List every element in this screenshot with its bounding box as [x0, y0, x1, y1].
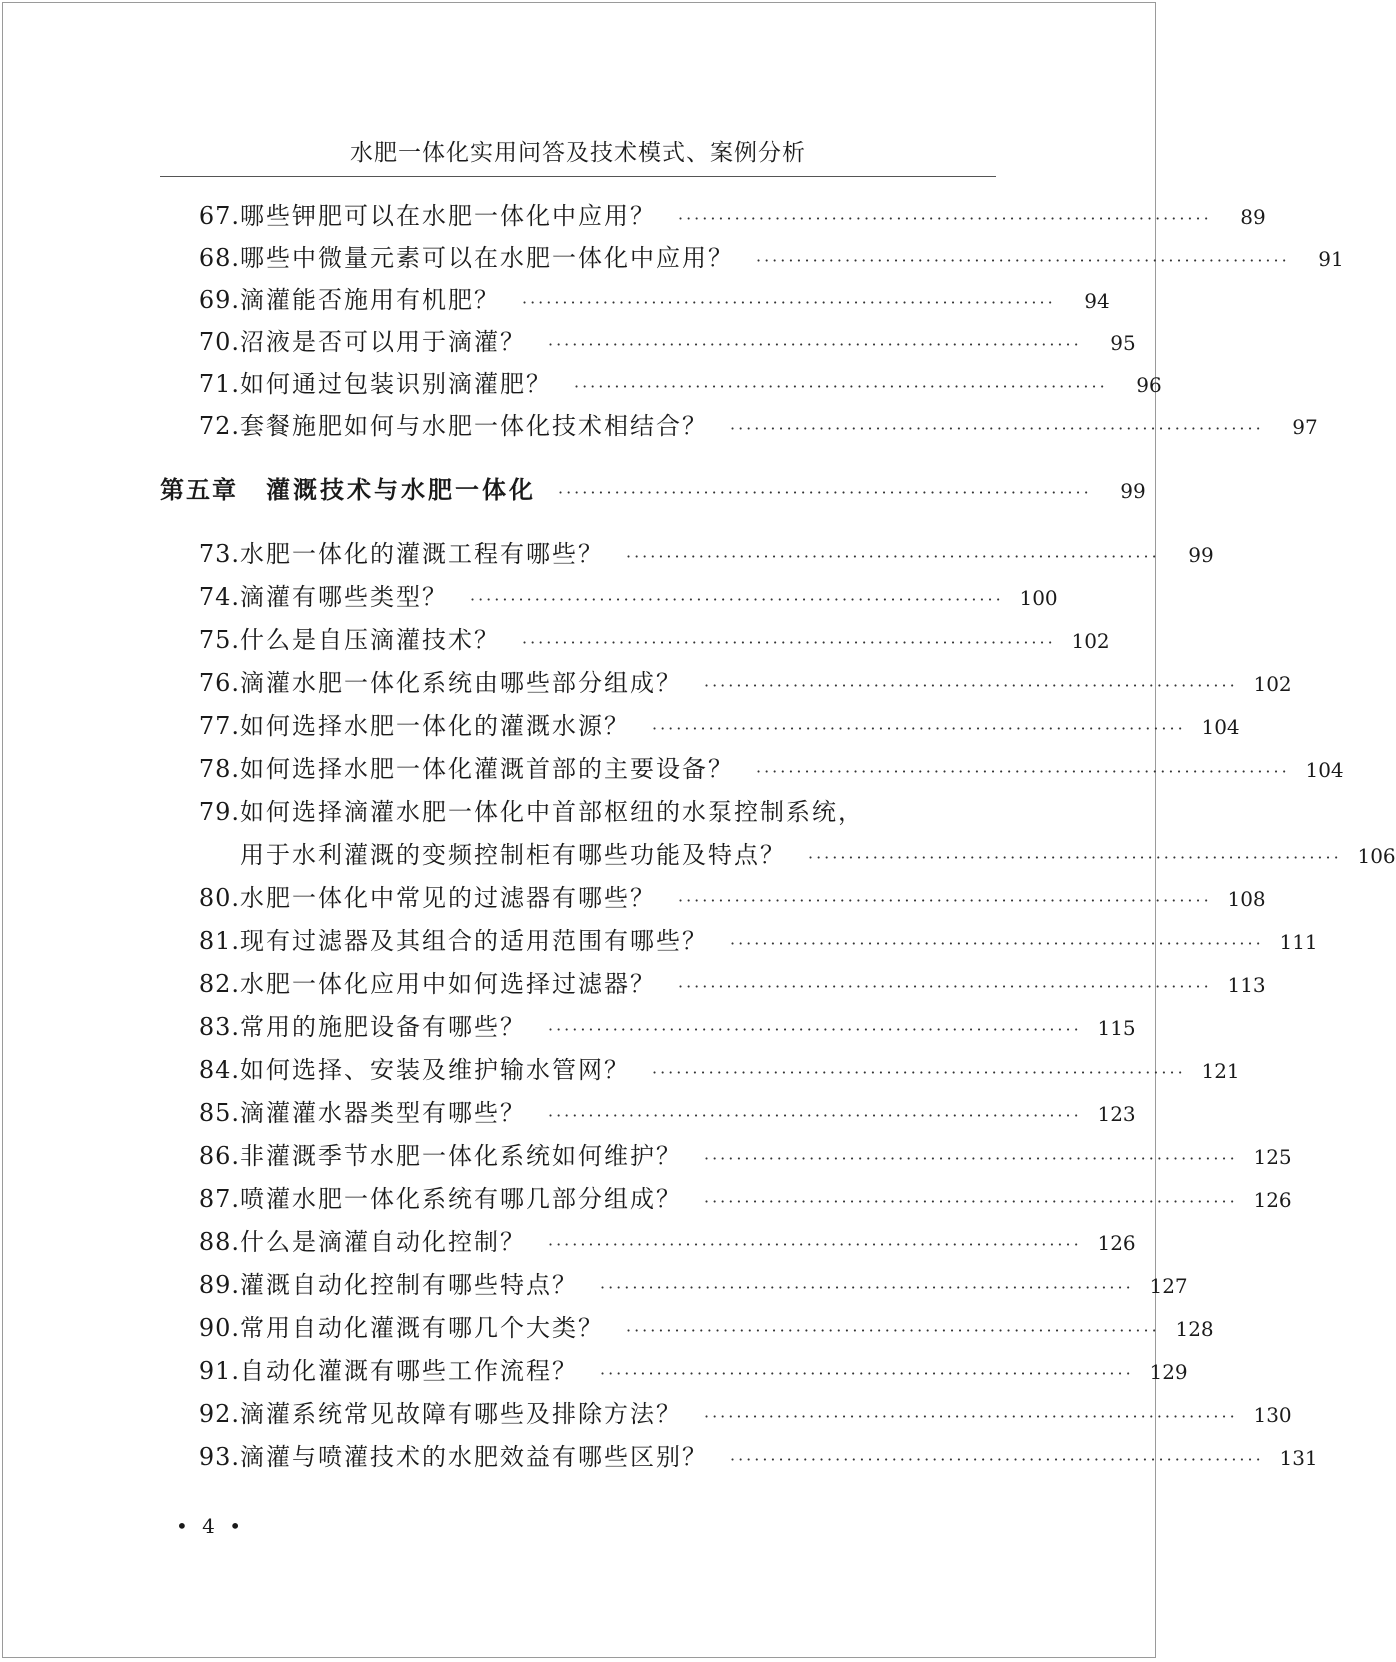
- toc-entry[interactable]: [160, 964, 1266, 1004]
- chapter-label: 第五章: [160, 475, 238, 504]
- entry-title: 什么是滴灌自动化控制？: [240, 1228, 526, 1256]
- entry-title: 如何选择滴灌水肥一体化中首部枢纽的水泵控制系统，: [240, 798, 864, 826]
- entry-number: 83.: [198, 1013, 240, 1041]
- dot-leader: ··································································: [522, 293, 1056, 312]
- entry-title: 如何选择、安装及维护输水管网？: [240, 1056, 630, 1084]
- toc-entry[interactable]: [160, 1308, 1214, 1348]
- entry-title: 沼液是否可以用于滴灌？: [240, 328, 526, 356]
- entry-number: 73.: [198, 540, 240, 568]
- entry-title: 水肥一体化中常见的过滤器有哪些？: [240, 884, 656, 912]
- entry-number: 75.: [198, 626, 240, 654]
- dot-leader: ··································································: [704, 1149, 1238, 1168]
- entry-title: 自动化灌溉有哪些工作流程？: [240, 1357, 578, 1385]
- entry-title: 水肥一体化应用中如何选择过滤器？: [240, 970, 656, 998]
- entry-title: 现有过滤器及其组合的适用范围有哪些？: [240, 927, 708, 955]
- entry-title: 滴灌有哪些类型？: [240, 583, 448, 611]
- entry-number: 89.: [198, 1271, 240, 1299]
- dot-leader: ··································································: [652, 719, 1186, 738]
- entry-page: 108: [1227, 887, 1266, 911]
- toc-entry[interactable]: [160, 1265, 1188, 1305]
- entry-page: 129: [1149, 1360, 1188, 1384]
- entry-page: 102: [1253, 672, 1292, 696]
- entry-title: 如何通过包装识别滴灌肥？: [240, 370, 552, 398]
- dot-leader: ··································································: [548, 1235, 1082, 1254]
- dot-leader: ··································································: [704, 1407, 1238, 1426]
- toc-entry[interactable]: [160, 663, 1292, 703]
- entry-number: 85.: [198, 1099, 240, 1127]
- dot-leader: ··································································: [704, 676, 1238, 695]
- toc-entry[interactable]: [160, 1222, 1136, 1262]
- entry-title: 常用自动化灌溉有哪几个大类？: [240, 1314, 604, 1342]
- dot-leader: ··································································: [558, 483, 1092, 502]
- entry-page: 97: [1292, 415, 1318, 439]
- dot-leader: ··································································: [522, 633, 1056, 652]
- entry-page: 123: [1097, 1102, 1136, 1126]
- entry-title: 常用的施肥设备有哪些？: [240, 1013, 526, 1041]
- entry-title: 灌溉自动化控制有哪些特点？: [240, 1271, 578, 1299]
- entry-page: 99: [1120, 479, 1146, 503]
- entry-page: 96: [1136, 373, 1162, 397]
- toc-entry[interactable]: [160, 706, 1240, 746]
- toc-entry[interactable]: [160, 534, 1214, 574]
- dot-leader: ··································································: [678, 891, 1212, 910]
- dot-leader: ··································································: [678, 977, 1212, 996]
- entry-number: 72.: [198, 412, 240, 440]
- entry-title: 水肥一体化的灌溉工程有哪些？: [240, 540, 604, 568]
- entry-page: 113: [1227, 973, 1266, 997]
- entry-number: 82.: [198, 970, 240, 998]
- entry-page: 106: [1357, 844, 1396, 868]
- entry-title: 非灌溉季节水肥一体化系统如何维护？: [240, 1142, 682, 1170]
- entry-number: 68.: [198, 244, 240, 272]
- dot-leader: ··································································: [548, 1020, 1082, 1039]
- entry-page: 131: [1279, 1446, 1318, 1470]
- toc-entry[interactable]: [160, 620, 1110, 660]
- entry-number: 69.: [198, 286, 240, 314]
- entry-page: 121: [1201, 1059, 1240, 1083]
- dot-leader: ··································································: [548, 335, 1082, 354]
- toc-entry[interactable]: [160, 196, 1266, 236]
- toc-entry[interactable]: [160, 1437, 1318, 1477]
- toc-entry[interactable]: [160, 1136, 1292, 1176]
- entry-page: 115: [1097, 1016, 1136, 1040]
- toc-entry[interactable]: [160, 280, 1110, 320]
- entry-title: 滴灌灌水器类型有哪些？: [240, 1099, 526, 1127]
- dot-leader: ··································································: [730, 419, 1264, 438]
- entry-title: 如何选择水肥一体化灌溉首部的主要设备？: [240, 755, 734, 783]
- entry-page: 127: [1149, 1274, 1188, 1298]
- toc-entry[interactable]: [160, 1050, 1240, 1090]
- dot-leader: ··································································: [756, 762, 1290, 781]
- entry-title: 哪些中微量元素可以在水肥一体化中应用？: [240, 244, 734, 272]
- entry-number: 88.: [198, 1228, 240, 1256]
- toc-entry[interactable]: [160, 921, 1318, 961]
- entry-page: 130: [1253, 1403, 1292, 1427]
- toc-entry[interactable]: [160, 1093, 1136, 1133]
- entry-number: 67.: [198, 202, 240, 230]
- entry-page: 89: [1240, 205, 1266, 229]
- dot-leader: ··································································: [574, 377, 1108, 396]
- entry-number: 90.: [198, 1314, 240, 1342]
- entry-title: 滴灌水肥一体化系统由哪些部分组成？: [240, 669, 682, 697]
- entry-page: 99: [1188, 543, 1214, 567]
- dot-leader: ··································································: [756, 251, 1290, 270]
- dot-leader: ··································································: [548, 1106, 1082, 1125]
- entry-title: 如何选择水肥一体化的灌溉水源？: [240, 712, 630, 740]
- entry-number: 91.: [198, 1357, 240, 1385]
- entry-number: 74.: [198, 583, 240, 611]
- toc-entry[interactable]: [160, 322, 1136, 362]
- toc-entry[interactable]: [160, 406, 1318, 446]
- chapter-title: 灌溉技术与水肥一体化: [266, 475, 536, 504]
- toc-entry-continuation[interactable]: [160, 835, 1396, 875]
- entry-title: 什么是自压滴灌技术？: [240, 626, 500, 654]
- dot-leader: ··································································: [626, 1321, 1160, 1340]
- entry-title: 用于水利灌溉的变频控制柜有哪些功能及特点？: [240, 841, 786, 869]
- entry-page: 104: [1305, 758, 1344, 782]
- header-rule: [160, 176, 996, 177]
- toc-entry[interactable]: [160, 364, 1162, 404]
- toc-entry[interactable]: [160, 878, 1266, 918]
- dot-leader: ··································································: [808, 848, 1342, 867]
- entry-number: 77.: [198, 712, 240, 740]
- toc-entry[interactable]: [160, 1179, 1292, 1219]
- entry-number: 70.: [198, 328, 240, 356]
- entry-number: 76.: [198, 669, 240, 697]
- dot-leader: ··································································: [600, 1278, 1134, 1297]
- entry-number: 92.: [198, 1400, 240, 1428]
- toc-entry[interactable]: [160, 792, 996, 832]
- dot-leader: ··································································: [470, 590, 1004, 609]
- dot-leader: ··································································: [730, 934, 1264, 953]
- entry-page: 128: [1175, 1317, 1214, 1341]
- entry-number: 86.: [198, 1142, 240, 1170]
- entry-title: 滴灌与喷灌技术的水肥效益有哪些区别？: [240, 1443, 708, 1471]
- page-number-footer: • 4 •: [176, 1514, 246, 1538]
- dot-leader: ··································································: [704, 1192, 1238, 1211]
- entry-number: 80.: [198, 884, 240, 912]
- entry-page: 111: [1279, 930, 1318, 954]
- entry-page: 95: [1110, 331, 1136, 355]
- toc-entry[interactable]: [160, 1007, 1136, 1047]
- dot-leader: ··································································: [678, 209, 1212, 228]
- toc-entry[interactable]: [160, 1394, 1292, 1434]
- entry-number: 71.: [198, 370, 240, 398]
- entry-number: 79.: [198, 798, 240, 826]
- toc-entry[interactable]: [160, 749, 1344, 789]
- dot-leader: ··································································: [626, 547, 1160, 566]
- toc-entry[interactable]: [160, 577, 1058, 617]
- entry-title: 滴灌系统常见故障有哪些及排除方法？: [240, 1400, 682, 1428]
- entry-page: 100: [1019, 586, 1058, 610]
- entry-number: 93.: [198, 1443, 240, 1471]
- entry-number: 84.: [198, 1056, 240, 1084]
- running-header: 水肥一体化实用问答及技术模式、案例分析: [350, 140, 806, 166]
- entry-page: 94: [1084, 289, 1110, 313]
- entry-page: 125: [1253, 1145, 1292, 1169]
- entry-number: 81.: [198, 927, 240, 955]
- toc-chapter-heading[interactable]: [160, 470, 1146, 510]
- entry-page: 91: [1318, 247, 1344, 271]
- toc-entry[interactable]: [160, 238, 1344, 278]
- entry-page: 126: [1253, 1188, 1292, 1212]
- dot-leader: ··································································: [730, 1450, 1264, 1469]
- entry-title: 滴灌能否施用有机肥？: [240, 286, 500, 314]
- entry-page: 102: [1071, 629, 1110, 653]
- entry-title: 哪些钾肥可以在水肥一体化中应用？: [240, 202, 656, 230]
- dot-leader: ··································································: [652, 1063, 1186, 1082]
- entry-title: 套餐施肥如何与水肥一体化技术相结合？: [240, 412, 708, 440]
- entry-number: 87.: [198, 1185, 240, 1213]
- entry-title: 喷灌水肥一体化系统有哪几部分组成？: [240, 1185, 682, 1213]
- entry-number: 78.: [198, 755, 240, 783]
- entry-page: 126: [1097, 1231, 1136, 1255]
- entry-page: 104: [1201, 715, 1240, 739]
- toc-entry[interactable]: [160, 1351, 1188, 1391]
- dot-leader: ··································································: [600, 1364, 1134, 1383]
